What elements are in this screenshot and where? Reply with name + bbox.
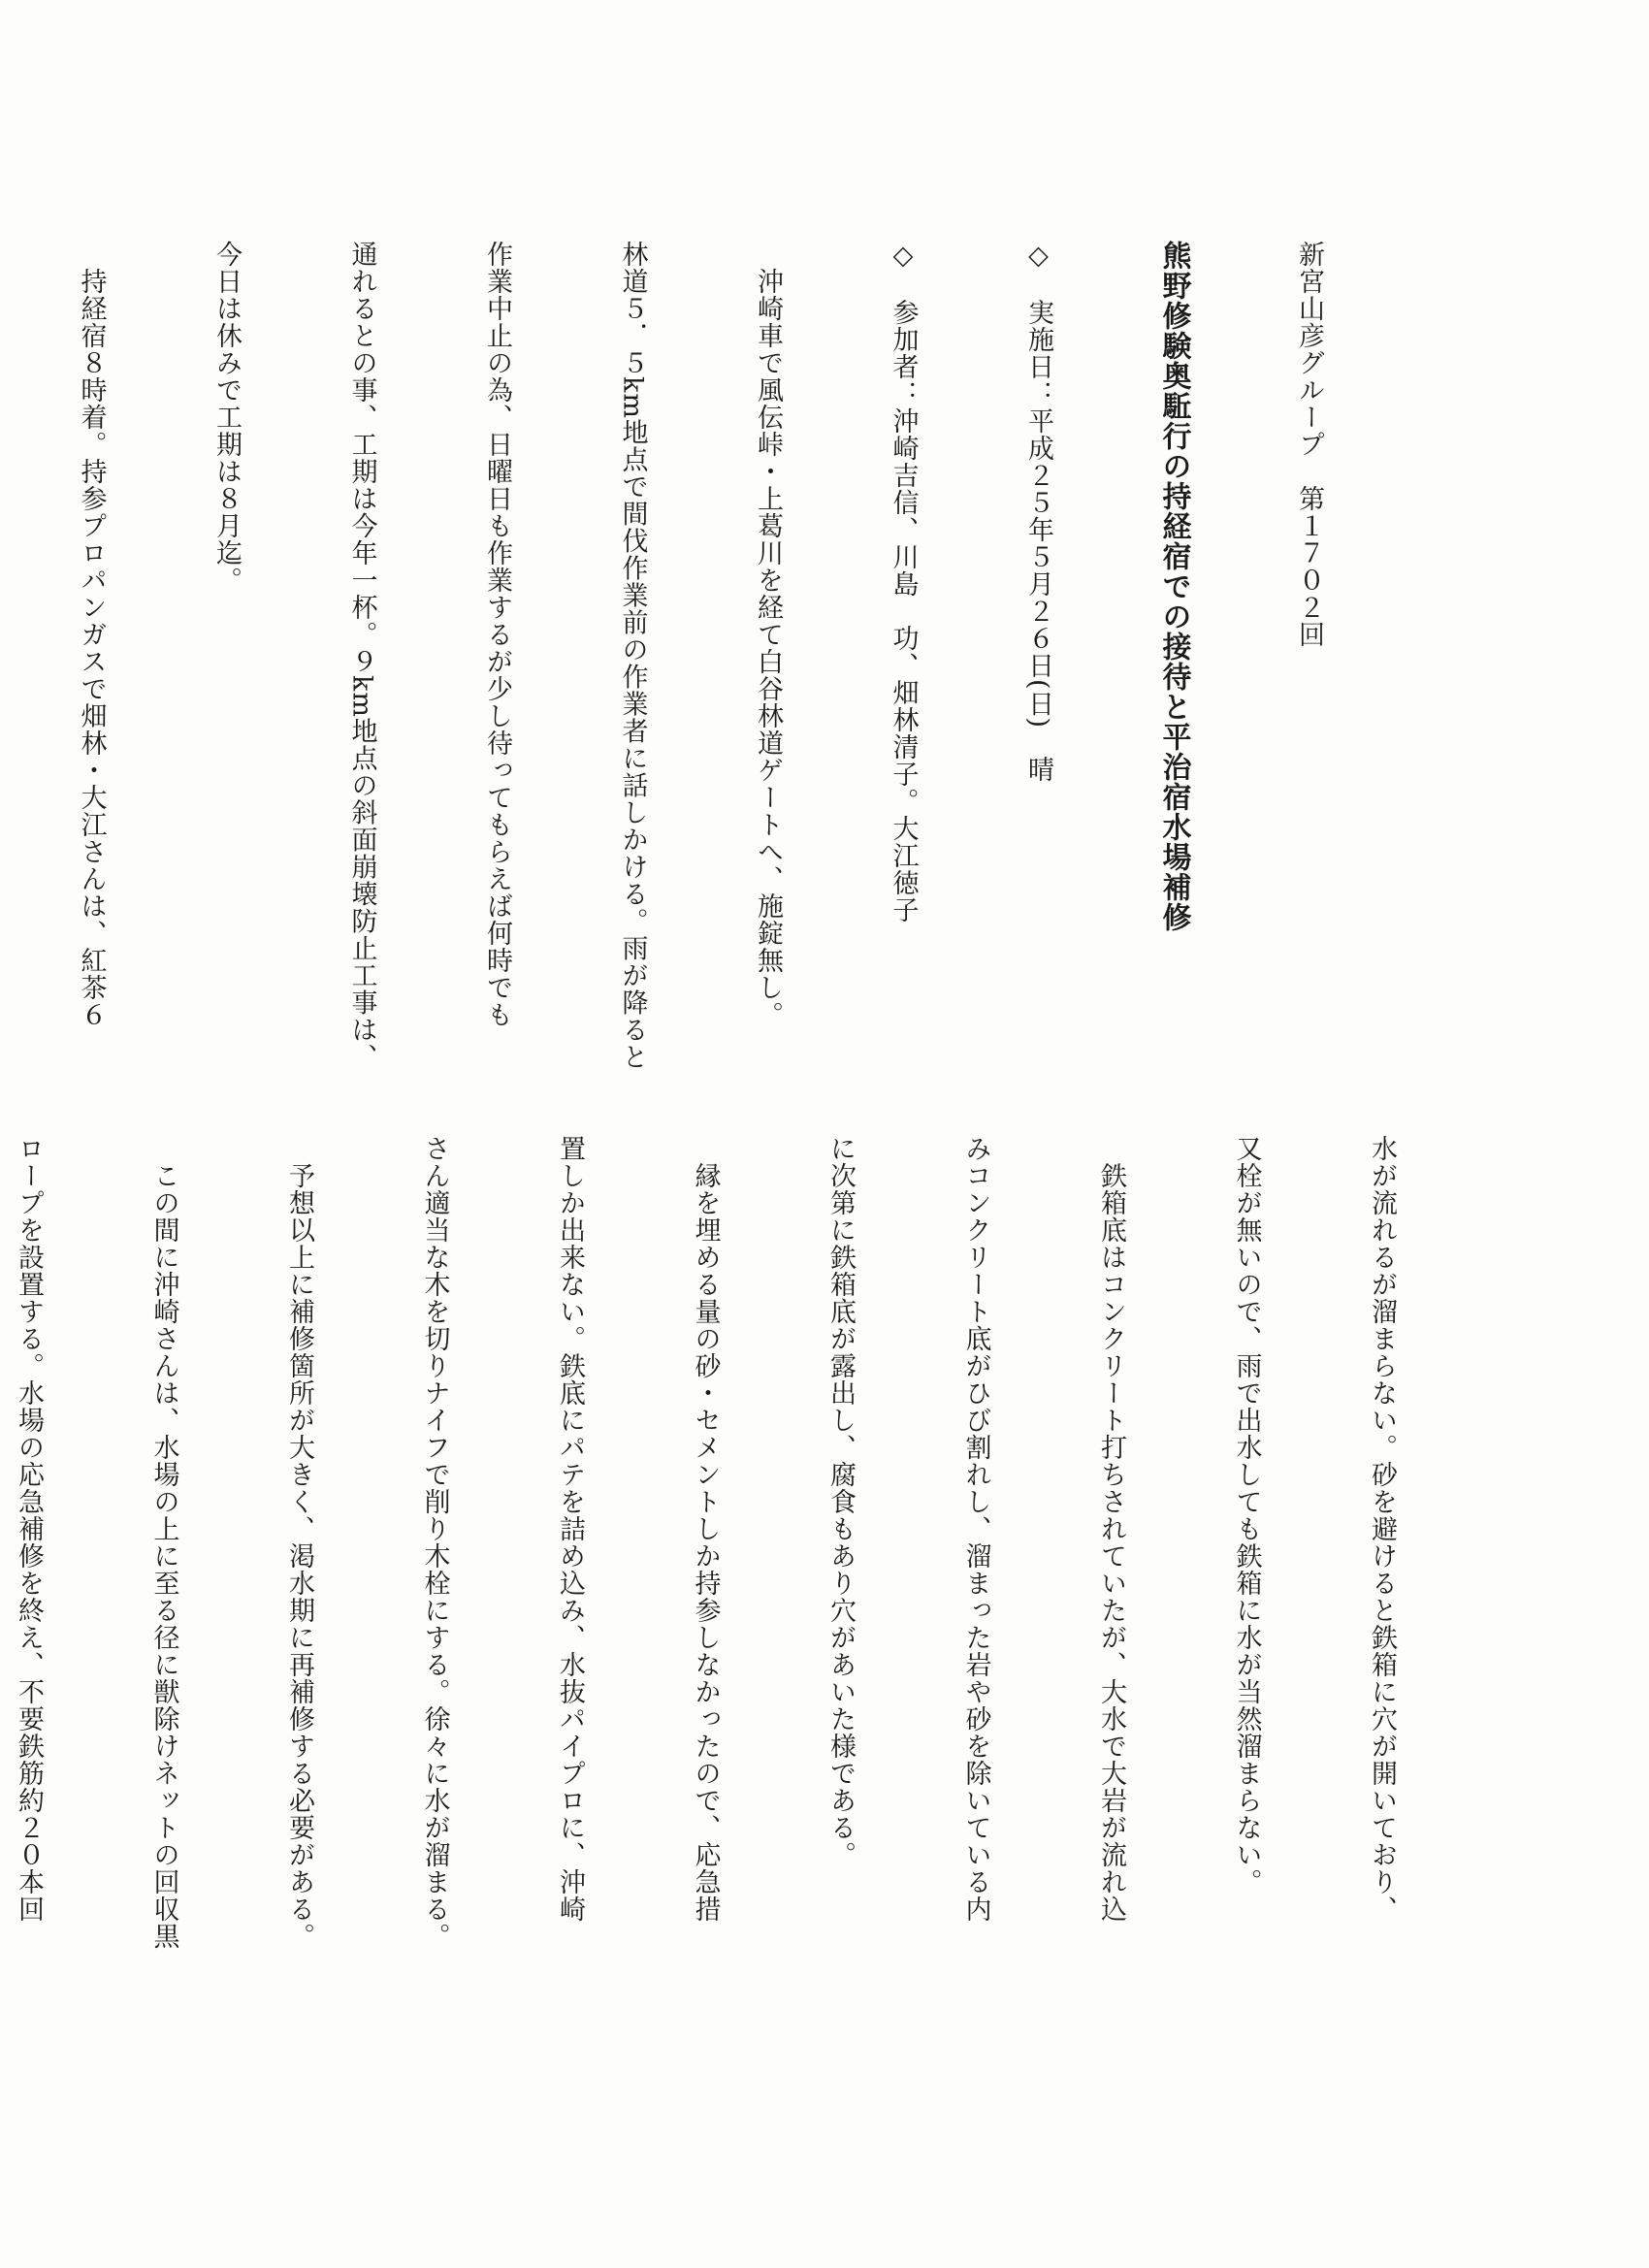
- text-line: ◇ 実施日：平成２５年５月２６日(日) 晴: [1023, 241, 1053, 784]
- text-line: みコンクリート底がひび割れし、溜まった岩や砂を除いている内: [960, 1135, 991, 1923]
- text-line: 持経宿８時着。持参プロパンガスで畑林・大江さんは、紅茶６: [76, 241, 107, 1028]
- text-line: 鉄箱底はコンクリート打ちされていたが、大水で大岩が流れ込: [1096, 1135, 1126, 1923]
- text-line: 林道５．５km地点で間伐作業前の作業者に話しかける。雨が降ると: [617, 241, 648, 1071]
- text-line: に次第に鉄箱底が露出し、腐食もあり穴があいた様である。: [825, 1135, 856, 1868]
- text-line: 予想以上に補修箇所が大きく、渇水期に再補修する必要がある。: [284, 1135, 314, 1950]
- text-line: 又栓が無いので、雨で出水しても鉄箱に水が当然溜まらない。: [1231, 1135, 1262, 1895]
- text-line: 置しか出来ない。鉄底にパテを詰め込み、水抜パイプロに、沖崎: [555, 1135, 585, 1923]
- group-line: 新宮山彦グループ 第１７０２回: [1294, 241, 1324, 648]
- upper-text-block: [76, 241, 1421, 1114]
- text-line: ロープを設置する。水場の応急補修を終え、不要鉄筋約２０本回: [14, 1135, 44, 1923]
- text-line: さん適当な木を切りナイフで削り木栓にする。徐々に水が溜まる。: [419, 1135, 450, 1950]
- document-title: 熊野修験奥駈行の持経宿での接待と平治宿水場補修: [1156, 241, 1191, 932]
- text-line: 縁を埋める量の砂・セメントしか持参しなかったので、応急措: [690, 1135, 721, 1923]
- text-line: 沖崎車で風伝峠・上葛川を経て白谷林道ゲートへ、施錠無し。: [753, 241, 783, 1028]
- text-line: ◇ 参加者：沖崎吉信、川島 功、畑林清子。大江徳子: [888, 241, 919, 923]
- text-line: 通れるとの事、工期は今年一杯。９km地点の斜面崩壊防止工事は、: [346, 241, 377, 1071]
- text-line: 作業中止の為、日曜日も作業するが少し待ってもらえば何時でも: [482, 241, 512, 1028]
- lower-text-block: [14, 1135, 1494, 2183]
- text-line: 今日は休みで工期は８月迄。: [211, 241, 242, 594]
- text-line: 水が流れるが溜まらない。砂を避けると鉄箱に穴が開いており、: [1367, 1135, 1397, 1923]
- text-line: この間に沖崎さんは、水場の上に至る径に獣除けネットの回収黒: [148, 1135, 179, 1950]
